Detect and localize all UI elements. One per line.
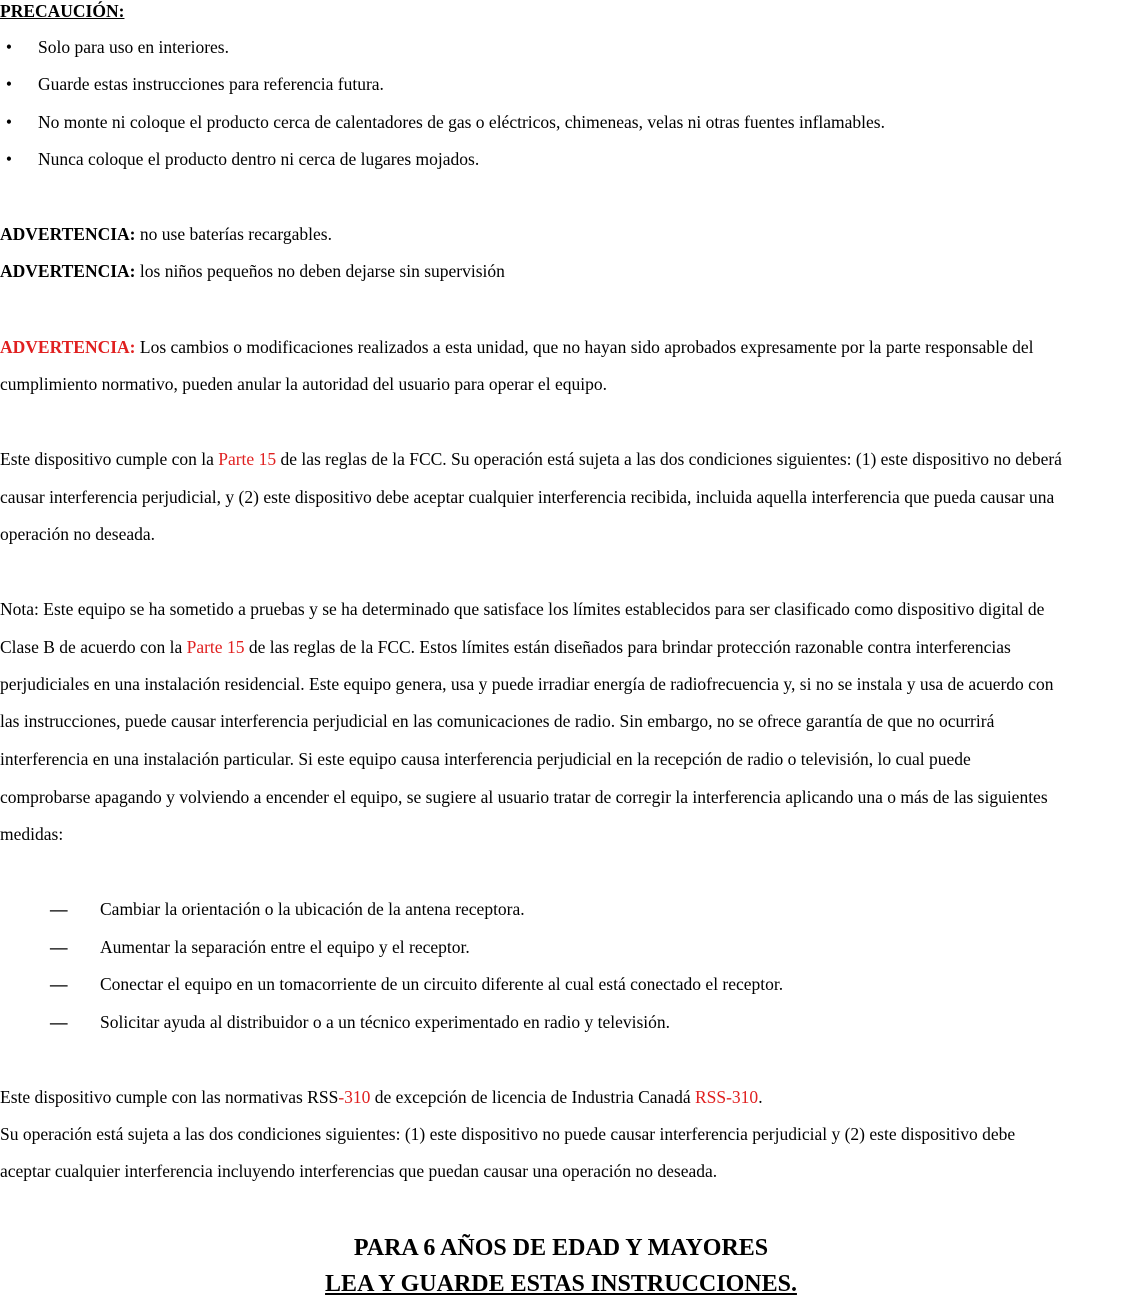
rss-code: -310: [338, 1087, 371, 1107]
warning-label: ADVERTENCIA:: [0, 224, 136, 244]
dash-icon: —: [50, 937, 68, 957]
note-paragraph-line: Nota: Este equipo se ha sometido a pruebas y se ha determinado que satisface los límites establecidos para ser clasificado como dispositivo digital de: [0, 599, 1045, 619]
rss-text: de excepción de licencia de Industria Canadá: [370, 1087, 695, 1107]
age-heading: PARA 6 AÑOS DE EDAD Y MAYORES: [353, 1235, 769, 1261]
dash-icon: —: [50, 974, 68, 994]
fcc-paragraph-line: [0, 448, 1062, 470]
rss-paragraph-line: aceptar cualquier interferencia incluyendo interferencias que puedan causar una operación no deseada.: [0, 1161, 718, 1181]
note-paragraph-line: perjudiciales en una instalación residencial. Este equipo genera, usa y puede irradiar energía de radiofrecuencia y, si no se instala y usa de acuerdo con: [0, 674, 1054, 694]
warning-text: los niños pequeños no deben dejarse sin supervisión: [135, 261, 505, 281]
caution-item-text: Nunca coloque el producto dentro ni cerca de lugares mojados.: [38, 149, 480, 169]
warning-label: ADVERTENCIA:: [0, 261, 136, 281]
changes-warning-line: [0, 336, 1034, 358]
note-paragraph-line: interferencia en una instalación particular. Si este equipo causa interferencia perjudicial en la recepción de radio o televisión, lo cual puede: [0, 749, 971, 769]
caution-item-text: Guarde estas instrucciones para referencia futura.: [38, 74, 384, 94]
bullet-icon: •: [5, 37, 13, 57]
note-part-link: Parte 15: [186, 637, 245, 657]
measure-item-text: Solicitar ayuda al distribuidor o a un técnico experimentado en radio y televisión.: [100, 1012, 671, 1032]
measure-item-text: Conectar el equipo en un tomacorriente de un circuito diferente al cual está conectado el receptor.: [100, 974, 784, 994]
note-paragraph-line: comprobarse apagando y volviendo a encender el equipo, se sugiere al usuario tratar de corregir la interferencia aplicando una o más de las siguientes: [0, 787, 1048, 807]
rss-text: .: [758, 1087, 763, 1107]
changes-warning-text-2: cumplimiento normativo, pueden anular la autoridad del usuario para operar el equipo.: [0, 374, 607, 394]
measure-item-text: Cambiar la orientación o la ubicación de la antena receptora.: [100, 899, 525, 919]
fcc-paragraph-line: operación no deseada.: [0, 524, 155, 544]
note-paragraph-line: medidas:: [0, 824, 64, 844]
fcc-part-link: Parte 15: [218, 449, 277, 469]
caution-item-text: No monte ni coloque el producto cerca de calentadores de gas o eléctricos, chimeneas, velas ni otras fuentes inflamables.: [38, 112, 885, 132]
fcc-text: Este dispositivo cumple con la: [0, 449, 219, 469]
dash-icon: —: [50, 899, 68, 919]
note-paragraph-line: [0, 636, 1011, 658]
rss-text: Este dispositivo cumple con las normativas RSS: [0, 1087, 339, 1107]
changes-warning-text: Los cambios o modificaciones realizados a esta unidad, que no hayan sido aprobados expresamente por la parte responsable del: [135, 337, 1034, 357]
caution-title: PRECAUCIÓN:: [0, 1, 125, 21]
note-text: Clase B de acuerdo con la: [0, 637, 187, 657]
read-instructions-heading: LEA Y GUARDE ESTAS INSTRUCCIONES.: [325, 1271, 797, 1297]
bullet-icon: •: [5, 149, 13, 169]
measure-item-text: Aumentar la separación entre el equipo y el receptor.: [100, 937, 470, 957]
rss-paragraph-line: Su operación está sujeta a las dos condiciones siguientes: (1) este dispositivo no puede causar interferencia perjudicial y (2) este dispositivo debe: [0, 1124, 1016, 1144]
caution-item-text: Solo para uso en interiores.: [38, 37, 229, 57]
fcc-paragraph-line: causar interferencia perjudicial, y (2) este dispositivo debe aceptar cualquier interferencia recibida, incluida aquella interferencia que pueda causar una: [0, 487, 1055, 507]
rss-paragraph-line: [0, 1086, 763, 1108]
note-paragraph-line: las instrucciones, puede causar interferencia perjudicial en las comunicaciones de radio. Sin embargo, no se ofrece garantía de que no ocurrirá: [0, 711, 995, 731]
fcc-text: de las reglas de la FCC. Su operación está sujeta a las dos condiciones siguientes: (1) este dispositivo no deberá: [276, 449, 1062, 469]
note-text: de las reglas de la FCC. Estos límites están diseñados para brindar protección razonable contra interferencias: [244, 637, 1011, 657]
warning-text: no use baterías recargables.: [135, 224, 332, 244]
warning-line: [0, 223, 332, 245]
bullet-icon: •: [5, 112, 13, 132]
changes-warning-label: ADVERTENCIA:: [0, 337, 136, 357]
bullet-icon: •: [5, 74, 13, 94]
dash-icon: —: [50, 1012, 68, 1032]
rss-code: RSS-310: [694, 1087, 759, 1107]
warning-line: [0, 260, 505, 282]
